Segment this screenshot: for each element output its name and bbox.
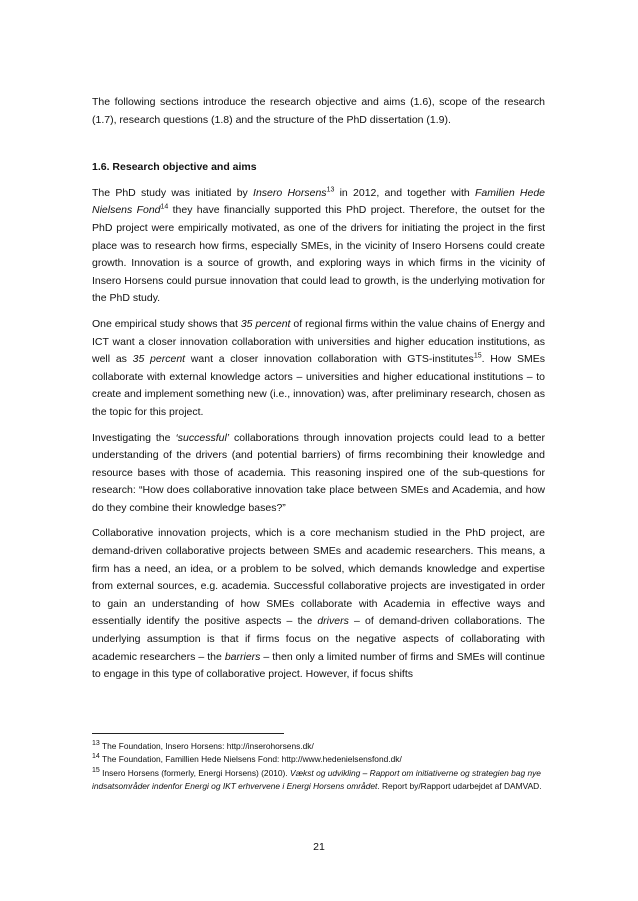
footnote-13-number: 13	[92, 740, 100, 748]
p3-successful: ‘successful’	[175, 431, 230, 444]
p3-text-c: collaborations through innovation projects could lead to a better understanding of the drivers (and potential barriers) of firms recombining their knowledge and resource bases with those of academia. This reasoning inspired one of the sub-questions for research: “How does collaborative innovation take place between SMEs and Academia, and how do they combine their knowledge bases?”	[92, 431, 545, 514]
p1-insero-horsens: Insero Horsens	[253, 186, 327, 199]
footnote-ref-15: 15	[473, 352, 482, 360]
footnote-14-number: 14	[92, 753, 100, 761]
p1-text-c: in 2012, and together with	[334, 186, 475, 199]
p2-percent-2: 35 percent	[132, 353, 186, 366]
p4-drivers: drivers	[317, 615, 349, 628]
p2-text-c: of regional firms within the value chains of Energy and ICT want a closer innovation collaboration with universities and higher education institutions, as well as	[92, 317, 545, 366]
paragraph-2	[92, 316, 545, 422]
p1-text-a: The PhD study was initiated by	[92, 186, 254, 199]
p4-barriers: barriers	[224, 650, 261, 663]
footnote-14	[92, 753, 545, 766]
p1-foundation-name: Familien Hede Nielsens Fond	[92, 186, 546, 217]
footnote-15-text-c: . Report by/Rapport udarbejdet af DAMVAD.	[377, 781, 542, 792]
body-text	[92, 94, 545, 692]
p4-text-a: Collaborative innovation projects, which is a core mechanism studied in the PhD project, are demand-driven collaborative projects between SMEs and academic researchers. This means, a firm has a need, an idea, or a problem to be solved, which demands knowledge and expertise from external sources, e.g. academia. Successful collaborative projects are investigated in order to gain an understanding of how SMEs collaborate with Academia in effective ways and essentially identify the positive aspects – the	[92, 527, 545, 628]
p3-text-a: Investigating the	[92, 431, 176, 444]
page-number: 21	[313, 841, 325, 853]
paragraph-4	[92, 525, 545, 683]
footnote-14-text: The Foundation, Famillien Hede Nielsens Fond: http://www.hedenielsensfond.dk/	[99, 754, 402, 765]
p2-percent-1: 35 percent	[240, 317, 291, 330]
footnote-15	[92, 767, 545, 794]
p2-text-a: One empirical study shows that	[92, 317, 241, 330]
footnotes	[92, 740, 545, 794]
intro-paragraph: The following sections introduce the research objective and aims (1.6), scope of the research (1.7), research questions (1.8) and the structure of the PhD dissertation (1.9).	[92, 96, 545, 126]
p4-text-c: – of demand-driven collaborations. The underlying assumption is that if firms focus on the negative aspects of collaborating with academic researchers – the	[92, 615, 545, 663]
p2-text-e: want a closer innovation collaboration with GTS-institutes	[185, 353, 474, 366]
footnote-ref-13: 13	[326, 186, 335, 194]
paragraph-3	[92, 430, 545, 518]
footnote-15-number: 15	[92, 767, 100, 775]
footnote-15-report-title: Vækst og udvikling – Rapport om initiativerne og strategien bag nye indsatsområder indenfor Energi og IKT erhvervene i Energi Horsens området	[92, 767, 541, 792]
paragraph-1	[92, 185, 545, 308]
p4-text-e: – then only a limited number of firms and SMEs will continue to engage in this type of collaborative project. However, if focus shifts	[92, 650, 545, 681]
footnote-separator	[92, 733, 284, 734]
footnote-13	[92, 740, 545, 753]
footnote-ref-14: 14	[160, 203, 169, 211]
p2-text-f: . How SMEs collaborate with external knowledge actors – universities and higher educational institutions – to create and implement something new (i.e., innovation) was, after preliminary research, chosen as the topic for this project.	[92, 353, 545, 418]
section-heading: 1.6. Research objective and aims	[92, 161, 257, 174]
footnote-15-text-a: Insero Horsens (formerly, Energi Horsens) (2010).	[99, 767, 291, 778]
p1-text-e: they have financially supported this PhD project. Therefore, the outset for the PhD project were empirically motivated, as one of the drivers for initiating the project in the first place was to research how firms, especially SMEs, in the vicinity of Insero Horsens could create growth. Innovation is a source of growth, and exploring ways in which firms in the vicinity of Insero Horsens could pursue innovation that could lead to growth, is the underlying motivation for the PhD study.	[92, 204, 545, 305]
footnote-13-text: The Foundation, Insero Horsens: http://inserohorsens.dk/	[99, 741, 314, 751]
